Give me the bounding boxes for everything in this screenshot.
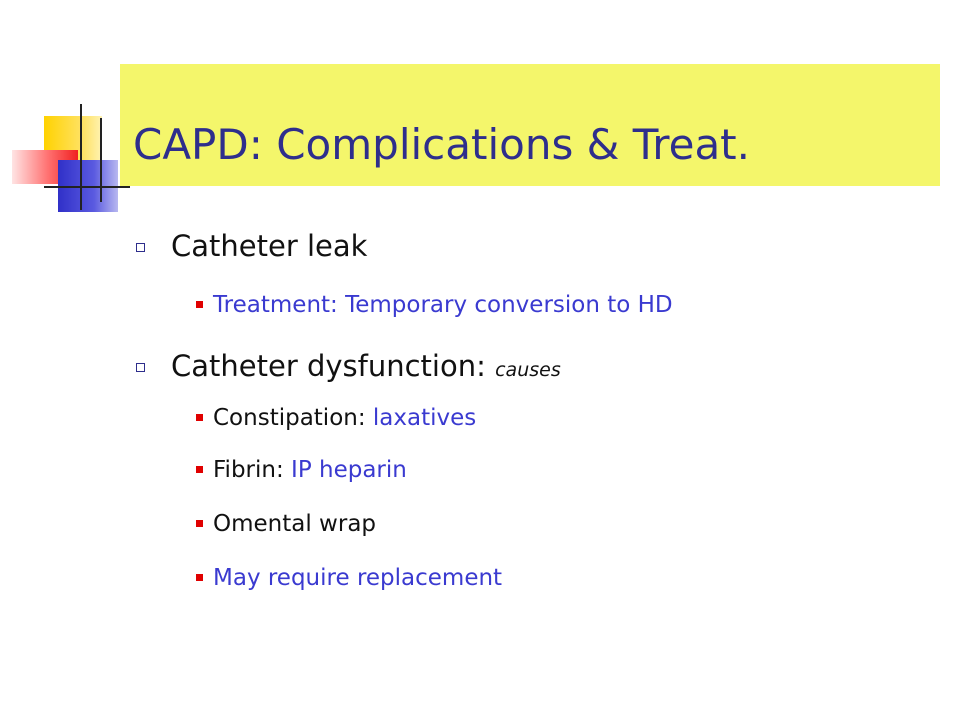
bullet-text: Catheter leak	[171, 229, 368, 263]
red-square-bullet-icon	[196, 520, 203, 527]
bullet-note: causes	[495, 359, 561, 381]
bullet-text: Catheter dysfunction:	[171, 349, 496, 383]
subbullet-detail: Treatment: Temporary conversion to HD	[213, 292, 673, 318]
slide-title: CAPD: Complications & Treat.	[133, 120, 750, 169]
subbullet-detail: May require replacement	[213, 565, 503, 591]
subbullet-detail: laxatives	[372, 405, 477, 431]
hollow-square-bullet-icon	[136, 363, 145, 372]
subbullet-label: Omental wrap	[213, 511, 377, 537]
red-square-bullet-icon	[196, 301, 203, 308]
red-square-bullet-icon	[196, 466, 203, 473]
subbullet-label: Constipation:	[213, 405, 373, 431]
subbullet-label: Fibrin:	[213, 457, 292, 483]
hollow-square-bullet-icon	[136, 243, 145, 252]
red-square-bullet-icon	[196, 574, 203, 581]
red-square-bullet-icon	[196, 414, 203, 421]
subbullet-detail: IP heparin	[291, 457, 407, 483]
